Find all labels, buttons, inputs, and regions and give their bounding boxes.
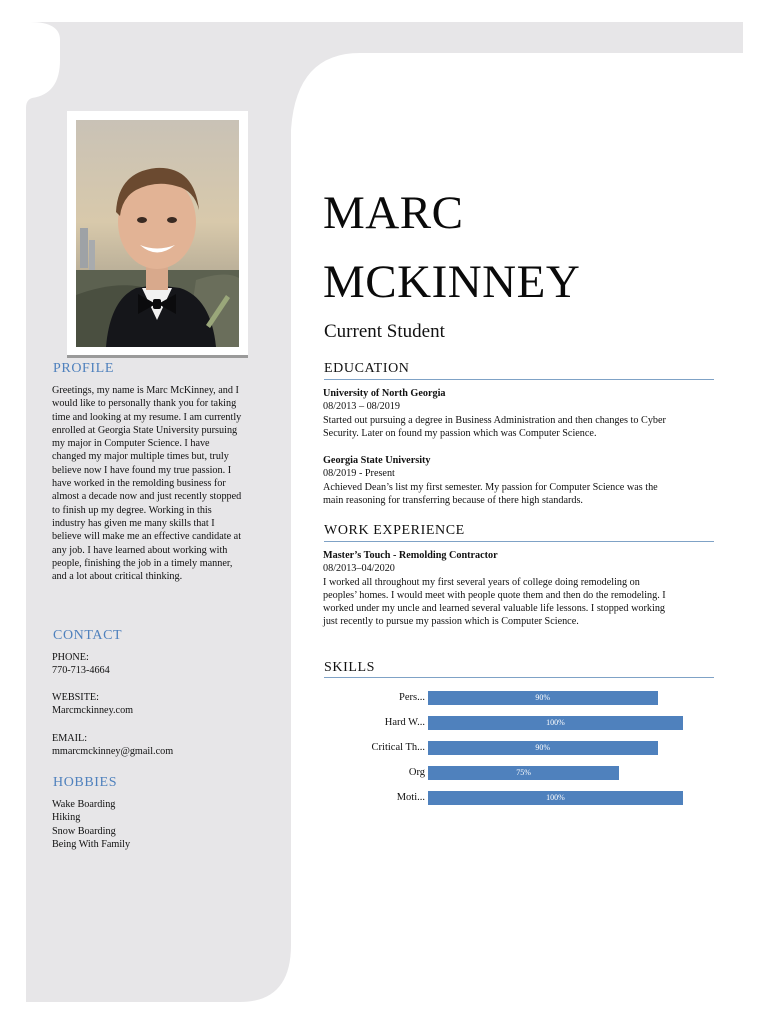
profile-line: and a lot about critical thinking. (52, 571, 183, 583)
website-block (52, 691, 133, 718)
work-dates: 08/2013–04/2020 (323, 563, 395, 575)
profile-line: time and looking at my resume. I am currently (52, 411, 242, 423)
profile-line: believe now I have found my true passion. I (52, 464, 232, 476)
phone-value[interactable]: 770-713-4664 (52, 665, 110, 677)
education-desc-line: Achieved Dean’s list my first semester. My passion for Computer Science was the (323, 481, 658, 493)
skill-row (300, 716, 700, 730)
skill-label: Critical Th... (371, 742, 425, 753)
skills-heading: SKILLS (324, 660, 376, 675)
profile-heading: PROFILE (53, 361, 114, 376)
school-name: Georgia State University (323, 455, 431, 466)
website-link[interactable]: Marcmckinney.com (52, 705, 134, 717)
education-dates: 08/2013 – 08/2019 (323, 401, 400, 413)
skill-percent: 100% (546, 793, 565, 802)
work-desc-line: I worked all throughout my first several years of college doing remodeling on (323, 576, 640, 588)
skill-bar (428, 691, 658, 705)
skill-row (300, 741, 700, 755)
skill-row (300, 766, 700, 780)
profile-photo (67, 111, 248, 355)
work-desc-line: peoples’ homes. I would meet with people quote them and then do the remodeling. I (323, 589, 666, 601)
skill-bar (428, 716, 683, 730)
profile-line: Greetings, my name is Marc McKinney, and I (52, 385, 239, 396)
skill-label: Hard W... (384, 717, 425, 728)
education-desc-line: Started out pursuing a degree in Business Administration and then changes to Cyber (323, 414, 666, 426)
profile-line: industry has given me many skills that I (52, 517, 215, 529)
contact-heading: CONTACT (53, 628, 123, 643)
skill-percent: 90% (535, 693, 551, 702)
work-desc-line: just recently to pursue my passion which is Computer Science. (323, 616, 579, 628)
work-heading: WORK EXPERIENCE (324, 523, 465, 538)
profile-line: to finish up my degree. Working in this (52, 504, 212, 516)
work-desc-line: worked under my uncle and learned several valuable life lessons. I stopped working (323, 603, 666, 615)
profile-line: changed my major multiple times but, truly (52, 451, 229, 463)
education-dates: 08/2019 - Present (323, 468, 395, 480)
hobby-item: Hiking (52, 812, 81, 824)
school-name: University of North Georgia (323, 388, 446, 399)
education-divider (324, 379, 714, 380)
profile-line: believe will make me an effective candidate at (52, 531, 242, 543)
website-label: WEBSITE: (52, 692, 99, 703)
name-first: MARC (323, 187, 464, 239)
skill-percent: 90% (535, 743, 551, 752)
skill-label: Moti... (396, 792, 425, 803)
hobby-item: Wake Boarding (52, 799, 116, 810)
education-heading: EDUCATION (324, 361, 410, 376)
profile-line: almost a decade now and just recently stopped (52, 491, 242, 503)
skill-percent: 100% (546, 718, 565, 727)
skill-row (300, 791, 700, 805)
profile-text (52, 384, 266, 583)
phone-block (52, 651, 110, 678)
profile-line: my major in Computer Science. I have (52, 438, 210, 450)
hobbies-heading: HOBBIES (53, 775, 118, 790)
profile-line: have worked in the remolding business for (52, 478, 226, 490)
skill-bar (428, 741, 658, 755)
phone-label: PHONE: (52, 652, 89, 663)
education-entry (323, 454, 723, 507)
skill-bar (428, 766, 619, 780)
work-entry (323, 549, 723, 629)
profile-line: enrolled at Georgia State University pursuing (52, 424, 238, 436)
skill-label: Pers... (399, 692, 425, 703)
education-entry (323, 387, 723, 440)
profile-line: people, finishing the job in a timely manner, (52, 557, 233, 569)
hobby-item: Snow Boarding (52, 825, 116, 837)
work-title: Master’s Touch - Remolding Contractor (323, 550, 498, 561)
job-title: Current Student (324, 321, 445, 342)
education-desc-line: main reasoning for transferring because of there high standards. (323, 494, 583, 506)
skill-label: Org (408, 767, 425, 778)
skill-row (300, 691, 700, 705)
work-divider (324, 541, 714, 542)
education-desc-line: Security. Later on found my passion which was Computer Science. (323, 427, 597, 439)
email-link[interactable]: mmarcmckinney@gmail.com (52, 746, 174, 758)
skill-bar (428, 791, 683, 805)
email-block (52, 732, 173, 759)
hobby-item: Being With Family (52, 838, 131, 850)
profile-line: would like to personally thank you for taking (52, 398, 237, 410)
name-last: MCKINNEY (323, 256, 581, 308)
hobbies-list (52, 798, 130, 851)
email-label: EMAIL: (52, 733, 88, 744)
skill-percent: 75% (516, 768, 531, 777)
skills-divider (324, 677, 714, 678)
profile-line: any job. I have learned about working with (52, 544, 228, 556)
portrait-image (76, 120, 239, 347)
